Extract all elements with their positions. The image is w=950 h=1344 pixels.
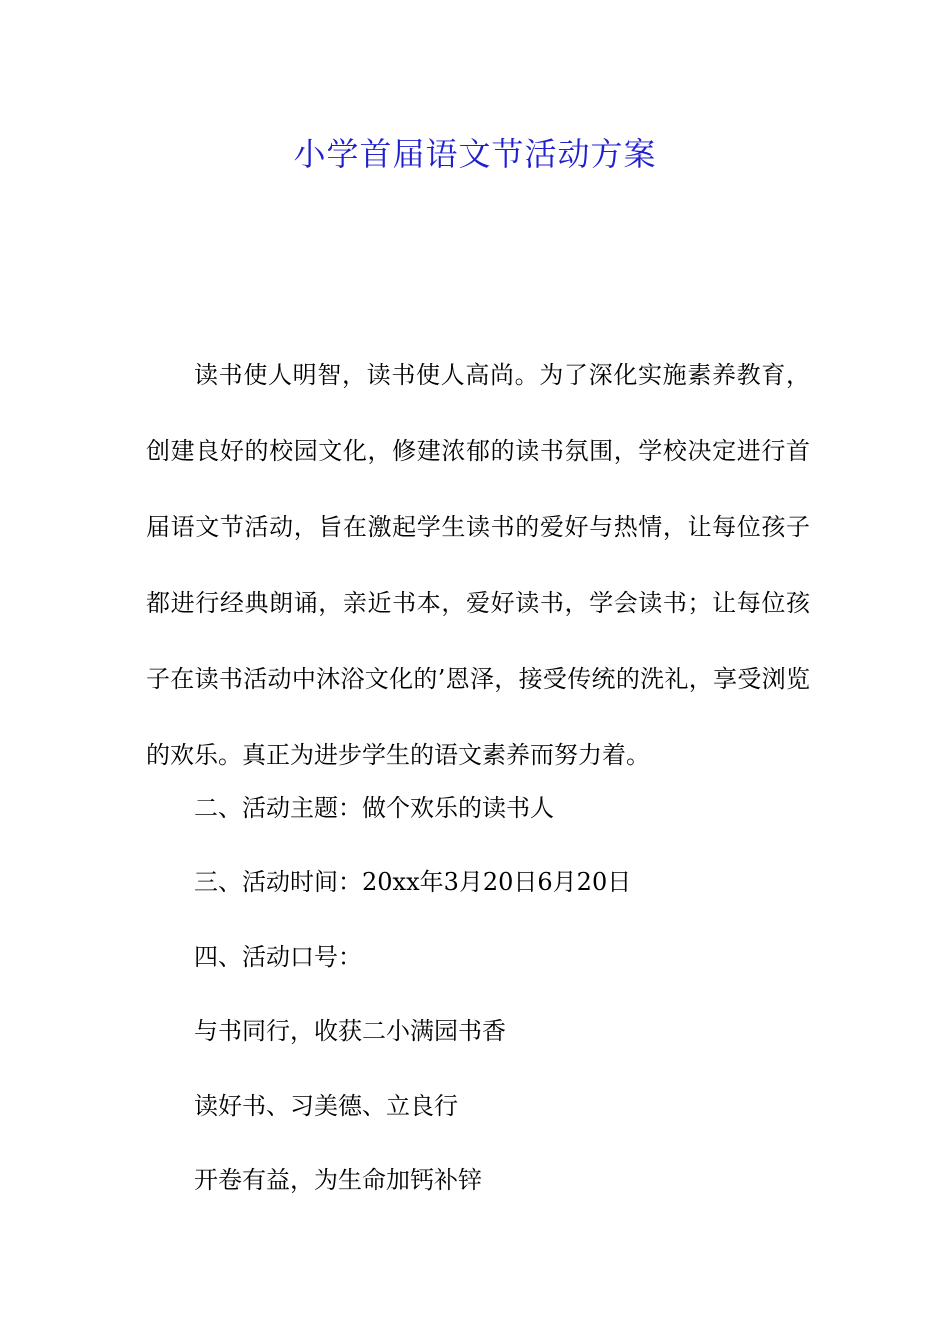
slogan-line: 读好书、习美德、立良行 [194,1092,458,1120]
activity-slogan-heading: 四、活动口号： [194,943,362,971]
document-title: 小学首届语文节活动方案 [293,135,657,173]
intro-paragraph: 读书使人明智，读书使人高尚。为了深化实施素养教育，创建良好的校园文化，修建浓郁的读书氛围，学校决定进行首届语文节活动，旨在激起学生读书的爱好与热情，让每位孩子都进行经典朗诵，亲近书本，爱好读书，学会读书；让每位孩子在读书活动中沐浴文化的’恩泽，接受传统的洗礼，享受浏览的欢乐。真正为进步学生的语文素养而努力着。 [146,361,810,769]
slogan-line: 与书同行，收获二小满园书香 [194,1017,506,1045]
activity-time-line: 三、活动时间：20xx年3月20日6月20日 [194,868,632,896]
activity-theme-line: 二、活动主题：做个欢乐的读书人 [194,794,554,822]
slogan-line: 开卷有益，为生命加钙补锌 [194,1166,482,1194]
